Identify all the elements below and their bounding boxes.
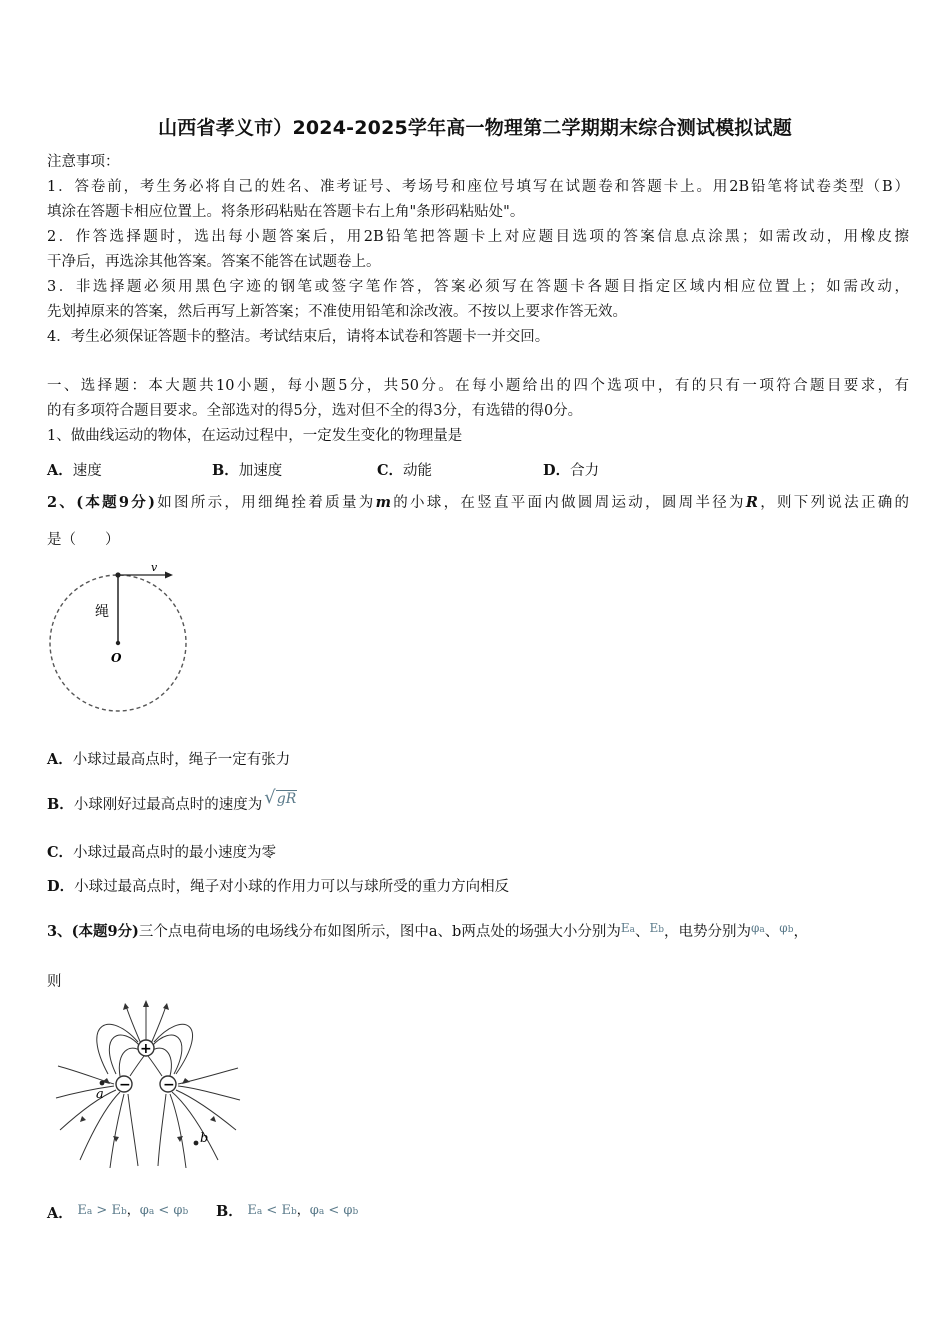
q2-stem-part2: 的小球，在竖直平面内做圆周运动，圆周半径为	[390, 495, 746, 511]
q3-option-b	[216, 1198, 358, 1219]
q3-option-b-math: Ea < Eb	[247, 1203, 297, 1218]
q2-circle-figure	[45, 558, 195, 718]
q3-option-a	[47, 1198, 189, 1222]
positive-charge-label: +	[140, 1041, 152, 1057]
q1-option-d	[543, 459, 599, 480]
q2-stem	[47, 493, 909, 513]
q3-stem-part1: 三个点电荷电场的电场线分布如图所示，图中a、b两点处的场强大小分别为	[138, 924, 621, 940]
rope-label: 绳	[95, 604, 109, 620]
q1-option-d-key: D．	[543, 462, 571, 479]
q2-option-d-key: D．	[47, 878, 75, 895]
q2-option-c-text: 小球过最高点时的最小速度为零	[73, 845, 277, 861]
q3-phia: φa	[751, 921, 765, 935]
point-b	[194, 1141, 199, 1146]
velocity-label: v	[151, 561, 158, 574]
q3-phib: φb	[779, 921, 794, 935]
q2-stem-part1: 如图所示，用细绳拴着质量为	[154, 495, 376, 511]
point-a	[100, 1081, 105, 1086]
q1-option-c	[377, 459, 432, 480]
sqrt-gR: √gR	[264, 787, 297, 808]
q2-stem-part3: ，则下列说法正确的	[757, 495, 910, 511]
q2-option-b-key: B．	[47, 796, 74, 813]
point-b-label: b	[200, 1131, 209, 1146]
q3-option-a-key: A．	[47, 1205, 73, 1222]
notice-line-7: 4．考生必须保证答题卡的整洁。考试结束后，请将本试卷和答题卡一并交回。	[47, 329, 550, 345]
point-a-label: a	[96, 1087, 104, 1102]
q3-Ea: Ea	[620, 921, 635, 935]
q2-option-d	[47, 875, 509, 896]
notice-line-6: 先划掉原来的答案，然后再写上新答案；不准使用铅笔和涂改液。不按以上要求作答无效。	[47, 304, 627, 320]
q3-stem-part2: ，电势分别为	[664, 924, 752, 940]
q2-number: 2、	[47, 494, 77, 511]
page-title: 山西省孝义市）2024-2025学年高一物理第二学期期末综合测试模拟试题	[158, 117, 792, 139]
negative-charge-right-label: −	[163, 1077, 175, 1093]
q3-tag: (本题9分)	[71, 923, 139, 940]
negative-charge-left-label: −	[119, 1077, 131, 1093]
q3-stem-part3: ，	[793, 924, 808, 940]
q3-option-a-comma: ，	[126, 1203, 140, 1218]
section-instructions-2: 的有多项符合题目要求。全部选对的得5分，选对但不全的得3分，有选错的得0分。	[47, 403, 583, 419]
q1-option-b-key: B．	[212, 462, 239, 479]
q1-option-a-text: 速度	[72, 463, 102, 479]
q3-option-b-comma: ，	[296, 1203, 310, 1218]
notice-heading: 注意事项：	[47, 154, 120, 170]
q3-sep-2: 、	[764, 924, 780, 940]
q2-option-b	[47, 787, 297, 814]
notice-line-1: 1．答卷前，考生务必将自己的姓名、准考证号、考场号和座位号填写在试题卷和答题卡上。用2B铅笔将试卷类型（B）	[47, 179, 909, 195]
center-label: O	[111, 651, 122, 665]
q3-Eb: Eb	[649, 921, 665, 935]
sqrt-gR-radicand: gR	[276, 791, 297, 807]
q3-sep-1: 、	[634, 924, 650, 940]
q1-option-a-key: A．	[47, 462, 73, 479]
q1-option-a	[47, 459, 102, 480]
q2-option-c-key: C．	[47, 844, 74, 861]
section-instructions-1: 一、选择题：本大题共10小题，每小题5分，共50分。在每小题给出的四个选项中，有的只有一项符合题目要求，有	[47, 378, 909, 394]
notice-line-2: 填涂在答题卡相应位置上。将条形码粘贴在答题卡右上角"条形码粘贴处"。	[47, 204, 525, 220]
q3-option-b-key: B．	[216, 1203, 243, 1220]
q1-stem: 1、做曲线运动的物体，在运动过程中，一定发生变化的物理量是	[47, 428, 463, 444]
q3-stem	[47, 922, 927, 944]
q1-option-b	[212, 459, 282, 480]
velocity-arrowhead	[165, 572, 173, 579]
q2-mass-symbol: m	[375, 494, 391, 511]
q3-option-a-math: Ea > Eb	[77, 1203, 127, 1218]
q3-stem-end: 则	[47, 974, 62, 990]
q3-option-a-math-2: φa < φb	[139, 1203, 189, 1218]
q3-field-figure	[50, 1000, 250, 1170]
q2-option-d-text: 小球过最高点时，绳子对小球的作用力可以与球所受的重力方向相反	[74, 879, 510, 895]
q2-option-a-text: 小球过最高点时，绳子一定有张力	[72, 752, 291, 768]
notice-line-5: 3．非选择题必须用黑色字迹的钢笔或签字笔作答，答案必须写在答题卡各题目指定区域内相应位置上；如需改动，	[47, 279, 909, 295]
q2-tag: (本题9分)	[76, 494, 155, 511]
q2-option-a	[47, 748, 290, 769]
q2-radius-symbol: R	[745, 494, 758, 511]
q3-number: 3、	[47, 923, 72, 940]
center-dot	[116, 641, 120, 645]
q1-option-c-text: 动能	[403, 463, 433, 479]
q2-option-a-key: A．	[47, 751, 73, 768]
q2-option-c	[47, 841, 276, 862]
q1-option-c-key: C．	[377, 462, 404, 479]
q2-stem-end: 是（ ）	[47, 532, 120, 548]
q2-option-b-text: 小球刚好过最高点时的速度为	[73, 797, 263, 813]
q3-option-b-math-2: φa < φb	[309, 1203, 359, 1218]
q1-option-d-text: 合力	[570, 463, 600, 479]
notice-line-4: 干净后，再选涂其他答案。答案不能答在试题卷上。	[47, 254, 381, 270]
q1-option-b-text: 加速度	[238, 463, 283, 479]
notice-line-3: 2．作答选择题时，选出每小题答案后，用2B铅笔把答题卡上对应题目选项的答案信息点涂黑；如需改动，用橡皮擦	[47, 229, 909, 245]
